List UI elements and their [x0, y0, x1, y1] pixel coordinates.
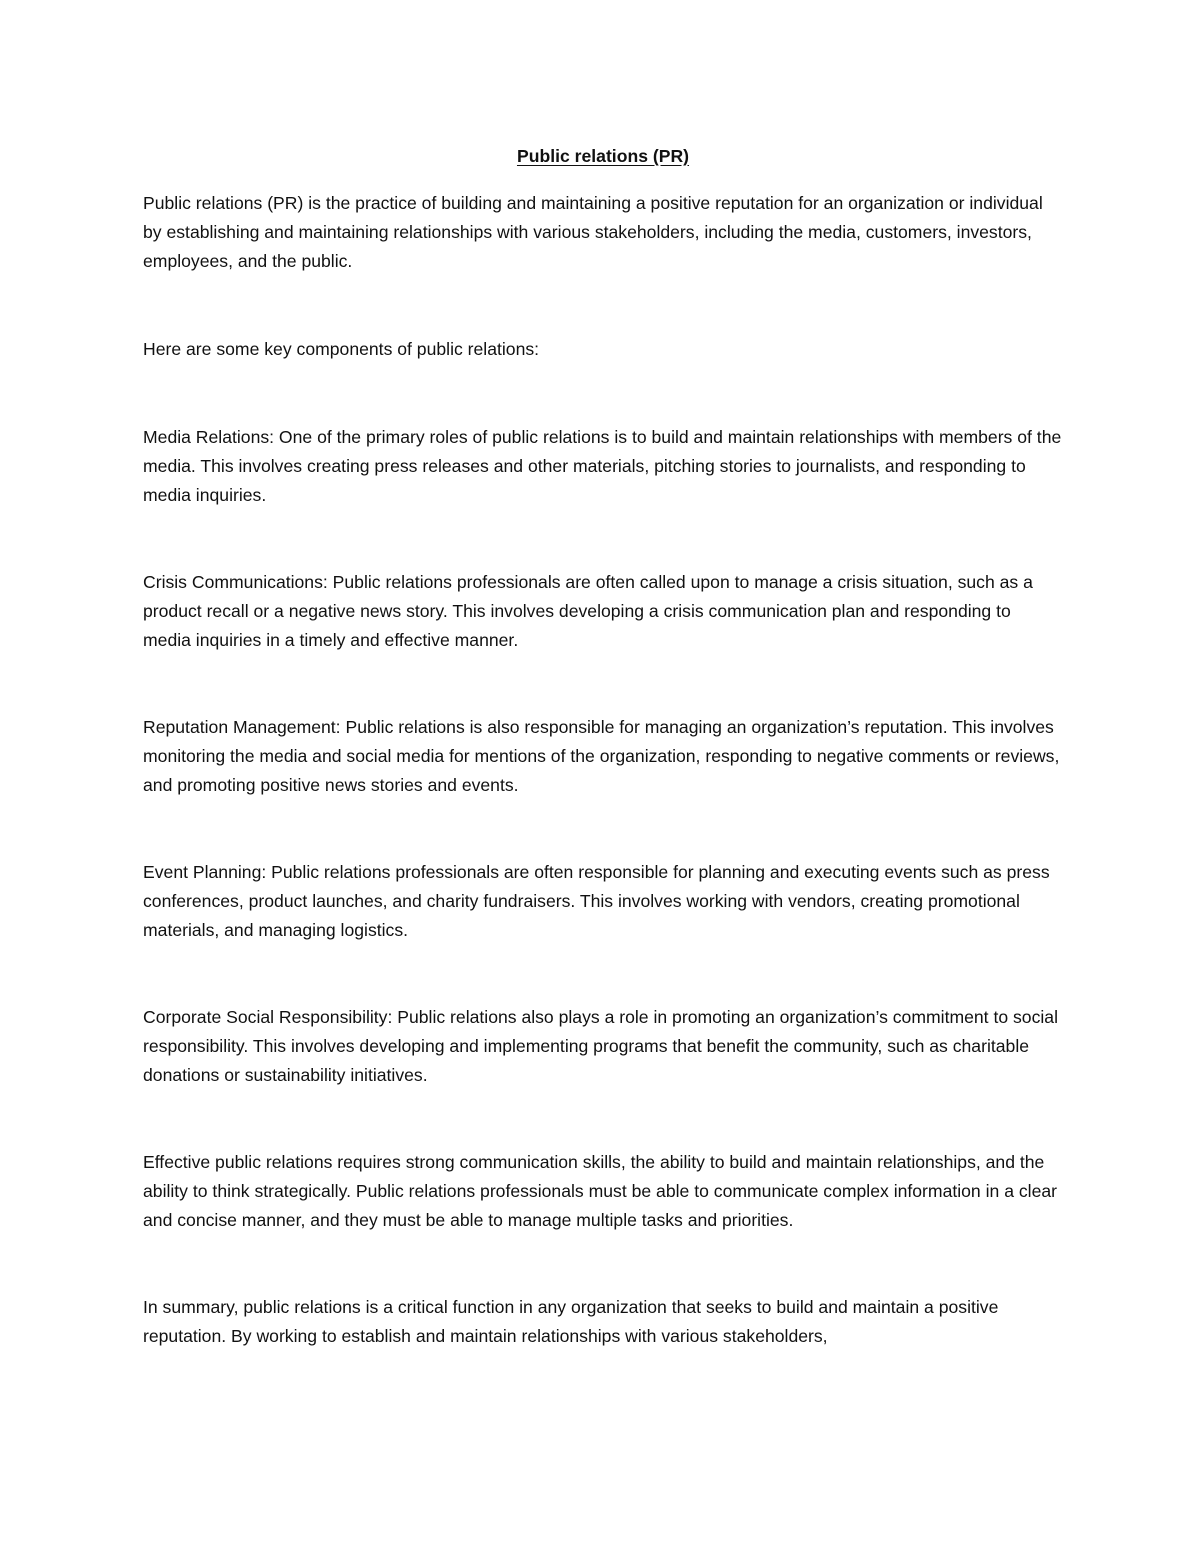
- document-body: [143, 142, 1063, 1351]
- paragraph-summary: In summary, public relations is a critical function in any organization that seeks to build and maintain a positive reputation. By working to establish and maintain relationships with various stakeholders,: [143, 1297, 999, 1346]
- document-title: Public relations (PR): [516, 146, 690, 166]
- paragraph-event-planning: Event Planning: Public relations professionals are often responsible for planning and executing events such as press conferences, product launches, and charity fundraisers. This involves working with vendors, creating promotional materials, and managing logistics.: [143, 862, 1050, 940]
- paragraph-crisis-communications: Crisis Communications: Public relations professionals are often called upon to manage a crisis situation, such as a product recall or a negative news story. This involves developing a crisis communication plan and responding to media inquiries in a timely and effective manner.: [143, 572, 1033, 650]
- paragraph-key-components: Here are some key components of public relations:: [143, 339, 540, 359]
- paragraph-intro: Public relations (PR) is the practice of building and maintaining a positive reputation for an organization or individual by establishing and maintaining relationships with various stakeholders, including the media, customers, investors, employees, and the public.: [143, 193, 1043, 271]
- paragraph-effective-pr: Effective public relations requires strong communication skills, the ability to build and maintain relationships, and the ability to think strategically. Public relations professionals must be able to communicate complex information in a clear and concise manner, and they must be able to manage multiple tasks and priorities.: [143, 1152, 1057, 1230]
- paragraph-media-relations: Media Relations: One of the primary roles of public relations is to build and maintain relationships with members of the media. This involves creating press releases and other materials, pitching stories to journalists, and responding to media inquiries.: [143, 427, 1062, 505]
- paragraph-reputation-management: Reputation Management: Public relations is also responsible for managing an organization’s reputation. This involves monitoring the media and social media for mentions of the organization, responding to negative comments or reviews, and promoting positive news stories and events.: [143, 717, 1060, 795]
- paragraph-corporate-social-responsibility: Corporate Social Responsibility: Public relations also plays a role in promoting an organization’s commitment to social responsibility. This involves developing and implementing programs that benefit the community, such as charitable donations or sustainability initiatives.: [143, 1007, 1058, 1085]
